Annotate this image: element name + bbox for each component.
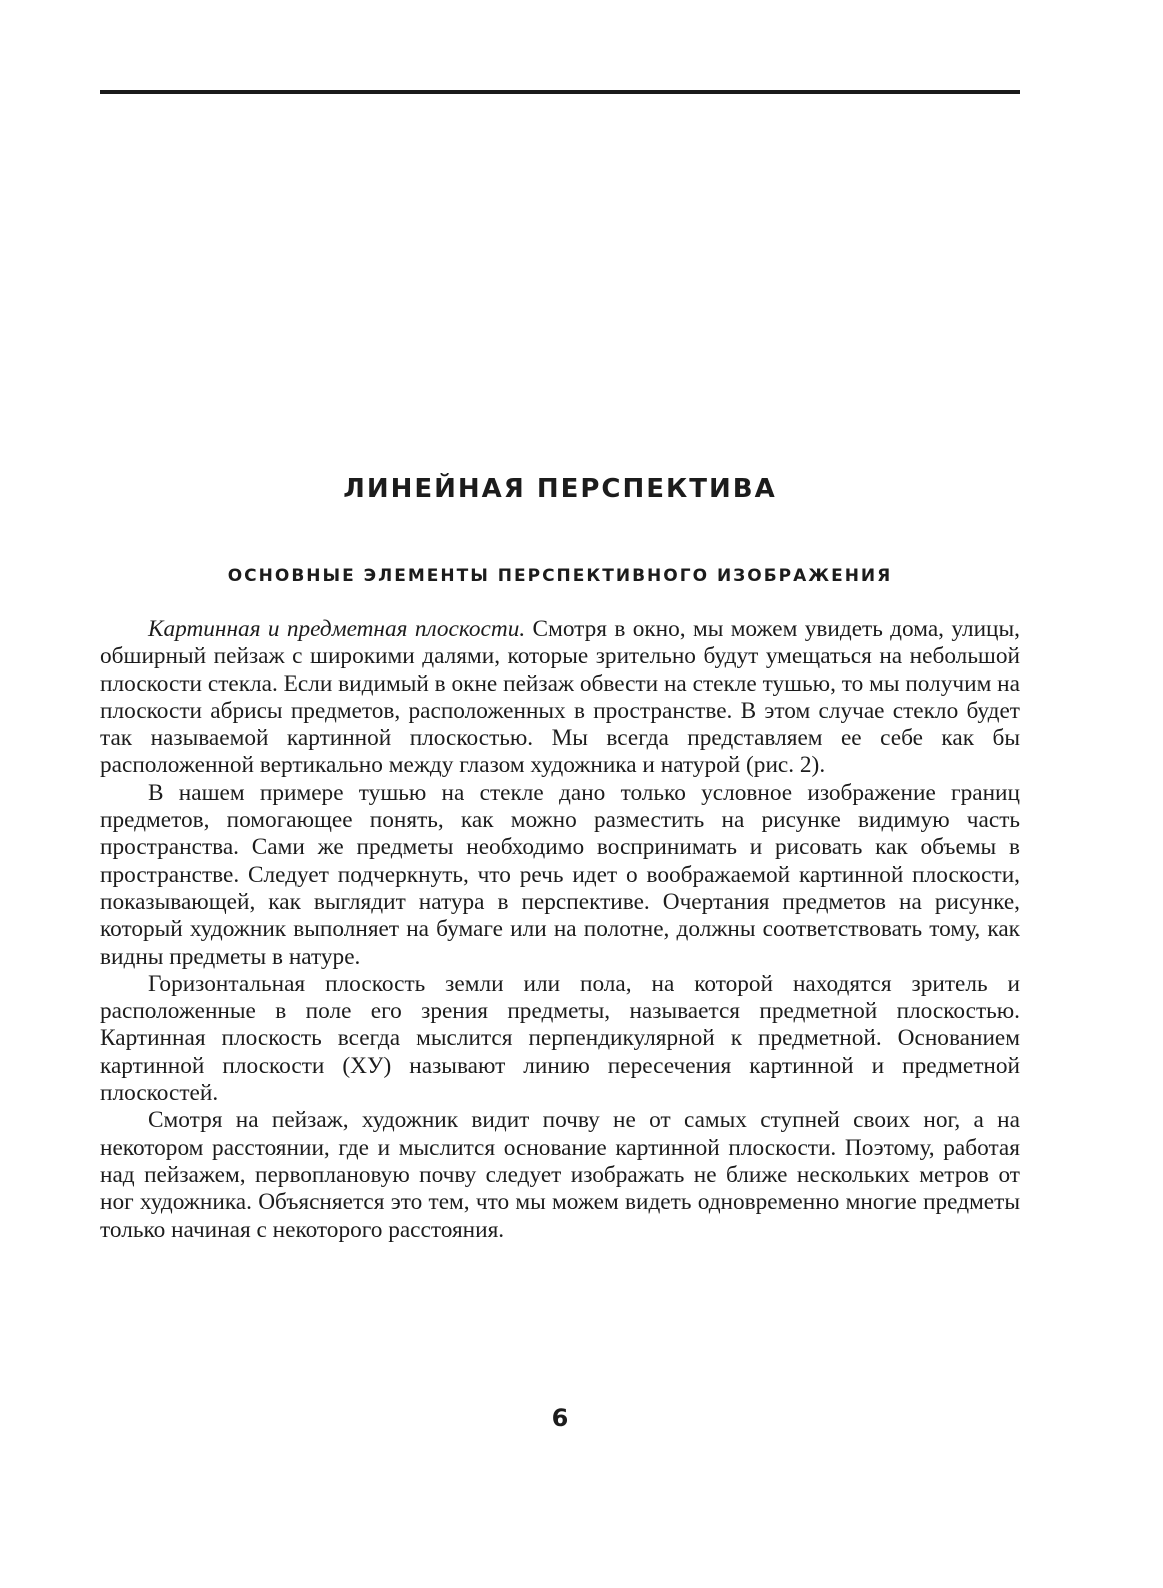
chapter-title: ЛИНЕЙНАЯ ПЕРСПЕКТИВА [343,474,777,504]
paragraph-1-lead: Картинная и предметная плоскости. [148,616,526,642]
page-number: 6 [551,1404,569,1432]
paragraph-2: В нашем примере тушью на стекле дано только условное изображение границ предметов, помогающее понять, как можно разместить на рисунке видимую часть пространства. Сами же предметы необходимо воспринимать и рисовать как объемы в пространстве. Следует подчеркнуть, что речь идет о воображаемой картинной плоскости, показывающей, как выглядит натура в перспективе. Очертания предметов на рисунке, который художник выполняет на бумаге или на полотне, должны соответствовать тому, как видны предметы в натуре. [100,779,1020,970]
top-rule [100,90,1020,94]
paragraph-4: Смотря на пейзаж, художник видит почву не от самых ступней своих ног, а на некотором расстоянии, где и мыслится основание картинной плоскости. Поэтому, работая над пейзажем, первоплановую почву следует изображать не ближе нескольких метров от ног художника. Объясняется это тем, что мы можем видеть одновременно многие предметы только начиная с некоторого расстояния. [100,1107,1020,1243]
paragraph-1 [100,616,1020,780]
section-title: ОСНОВНЫЕ ЭЛЕМЕНТЫ ПЕРСПЕКТИВНОГО ИЗОБРАЖЕНИЯ [227,566,893,586]
body-text [100,616,1020,1244]
paragraph-3: Горизонтальная плоскость земли или пола, на которой находятся зритель и расположенные в поле его зрения предметы, называется предметной плоскостью. Картинная плоскость всегда мыслится перпендикулярной к предметной. Основанием картинной плоскости (ХУ) называют линию пересечения картинной и предметной плоскостей. [100,970,1020,1107]
paragraph-1-text: Смотря в окно, мы можем увидеть дома, улицы, обширный пейзаж с широкими далями, которые зрительно будут умещаться на небольшой плоскости стекла. Если видимый в окне пейзаж обвести на стекле тушью, то мы получим на плоскости абрисы предметов, расположенных в пространстве. В этом случае стекло будет так называемой картинной плоскостью. Мы всегда представляем ее себе как бы расположенной вертикально между глазом художника и натурой (рис. 2). [100,616,1020,779]
